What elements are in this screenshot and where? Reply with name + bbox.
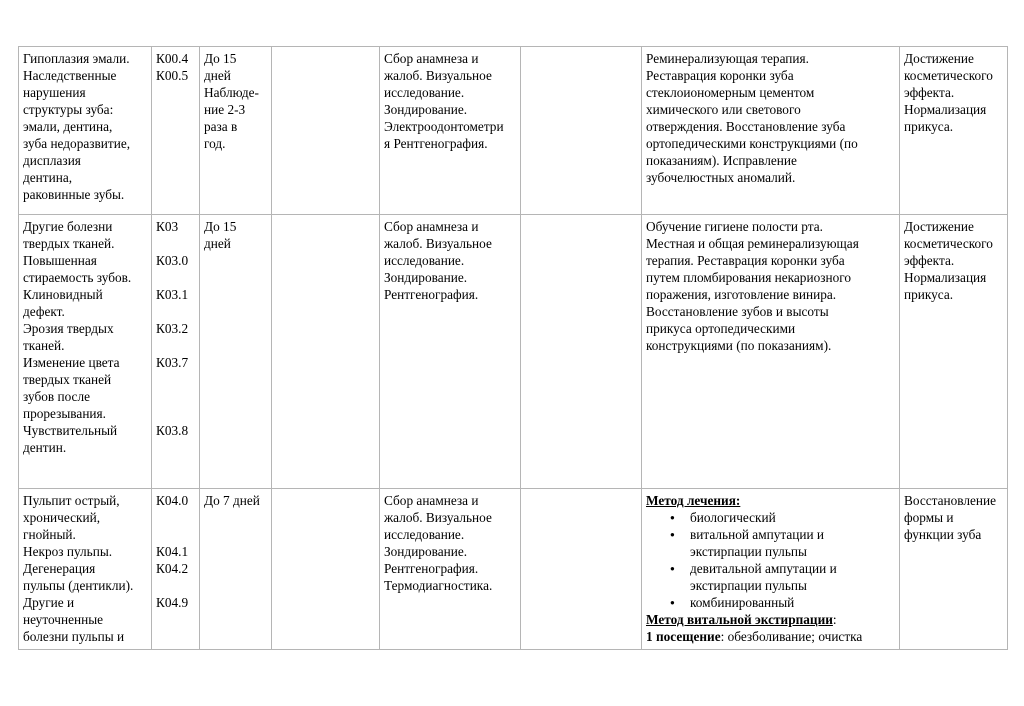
text-line: год. xyxy=(204,136,226,151)
text-line: Зондирование. xyxy=(384,270,468,285)
visit-text: : обезболивание; очистка xyxy=(720,629,863,644)
result-cell xyxy=(900,489,1008,650)
icd-code: К04.9 xyxy=(156,595,189,610)
icd-code xyxy=(156,269,195,286)
text-line: Гипоплазия эмали. xyxy=(23,51,130,66)
icd-code: К03.0 xyxy=(156,253,189,268)
text-line: формы и xyxy=(904,510,954,525)
text-line: зубочелюстных аномалий. xyxy=(646,170,796,185)
text-line: зуба недоразвитие, xyxy=(23,136,131,151)
text-line: стираемость зубов. xyxy=(23,270,132,285)
text-line: раковинные зубы. xyxy=(23,187,125,202)
text-line: Эрозия твердых xyxy=(23,321,114,336)
text-line: жалоб. Визуальное xyxy=(384,68,492,83)
icd-code-cell xyxy=(152,489,200,650)
empty-cell xyxy=(272,215,380,489)
vital-method-line xyxy=(646,611,895,628)
icd-code: К04.1 xyxy=(156,544,189,559)
text-line: Сбор анамнеза и xyxy=(384,219,479,234)
text-line: конструкциями (по показаниям). xyxy=(646,338,832,353)
icd-code xyxy=(156,577,195,594)
vital-method-colon: : xyxy=(832,612,837,627)
list-item xyxy=(690,560,895,594)
treatment-methods-list xyxy=(646,509,895,611)
icd-code xyxy=(156,303,195,320)
icd-code xyxy=(156,235,195,252)
table-row xyxy=(19,489,1008,650)
text-line: Некроз пульпы. xyxy=(23,544,113,559)
treatment-cell xyxy=(642,47,900,215)
text-line: химического или светового xyxy=(646,102,801,117)
text-line: Наследственные xyxy=(23,68,117,83)
icd-code: К03.2 xyxy=(156,321,189,336)
text-line: хронический, xyxy=(23,510,101,525)
list-item xyxy=(690,594,895,611)
icd-code xyxy=(156,388,195,405)
list-item-text: экстирпации пульпы xyxy=(690,578,807,593)
list-item-text: экстирпации пульпы xyxy=(690,544,807,559)
list-item-text: комбинированный xyxy=(690,595,795,610)
text-line: Рентгенография. xyxy=(384,561,479,576)
text-line: прикуса. xyxy=(904,119,954,134)
icd-code xyxy=(156,509,195,526)
text-line: болезни пульпы и xyxy=(23,629,125,644)
icd-code xyxy=(156,337,195,354)
table-row xyxy=(19,47,1008,215)
result-cell xyxy=(900,215,1008,489)
diagnostics-cell xyxy=(380,489,521,650)
text-line: дентина, xyxy=(23,170,73,185)
text-line: жалоб. Визуальное xyxy=(384,510,492,525)
list-item xyxy=(690,509,895,526)
text-line: ортопедическими конструкциями (по xyxy=(646,136,858,151)
icd-code: К03 xyxy=(156,219,179,234)
text-line: отверждения. Восстановление зуба xyxy=(646,119,846,134)
text-line: Достижение xyxy=(904,219,974,234)
icd-code: К03.1 xyxy=(156,287,189,302)
icd-code-cell xyxy=(152,215,200,489)
text-line: Другие болезни xyxy=(23,219,113,234)
text-line: дней xyxy=(204,68,231,83)
disease-cell xyxy=(19,215,152,489)
text-line: Достижение xyxy=(904,51,974,66)
treatment-cell xyxy=(642,489,900,650)
text-line: жалоб. Визуальное xyxy=(384,236,492,251)
text-line: Нормализация xyxy=(904,270,987,285)
text-line: дней xyxy=(204,236,231,251)
icd-code: К04.0 xyxy=(156,493,189,508)
icd-code xyxy=(156,405,195,422)
diagnostics-cell xyxy=(380,215,521,489)
text-line: Изменение цвета xyxy=(23,355,120,370)
text-line: Местная и общая реминерализующая xyxy=(646,236,859,251)
text-line: Наблюде- xyxy=(204,85,259,100)
text-line: зубов после xyxy=(23,389,90,404)
icd-code: К04.2 xyxy=(156,561,189,576)
text-line: прикуса ортопедическими xyxy=(646,321,796,336)
text-line: Зондирование. xyxy=(384,544,468,559)
text-line: Пульпит острый, xyxy=(23,493,120,508)
text-line: косметического xyxy=(904,236,993,251)
text-line: эмали, дентина, xyxy=(23,119,113,134)
text-line: Рентгенография. xyxy=(384,287,479,302)
text-line: Восстановление xyxy=(904,493,997,508)
text-line: Сбор анамнеза и xyxy=(384,51,479,66)
text-line: ние 2-3 xyxy=(204,102,246,117)
text-line: гнойный. xyxy=(23,527,76,542)
icd-code-cell xyxy=(152,47,200,215)
text-line: Повышенная xyxy=(23,253,97,268)
text-line: прорезывания. xyxy=(23,406,106,421)
text-line: Электроодонтометри xyxy=(384,119,504,134)
text-line: Чувствительный xyxy=(23,423,118,438)
treatment-method-heading: Метод лечения: xyxy=(646,493,741,508)
text-line: пульпы (дентикли). xyxy=(23,578,134,593)
visit-line xyxy=(646,628,895,645)
result-cell xyxy=(900,47,1008,215)
text-line: раза в xyxy=(204,119,238,134)
text-line: Реминерализующая терапия. xyxy=(646,51,809,66)
text-line: неуточненные xyxy=(23,612,104,627)
icd-code: К03.8 xyxy=(156,423,189,438)
empty-cell xyxy=(272,47,380,215)
icd-code xyxy=(156,526,195,543)
text-line: До 15 xyxy=(204,51,237,66)
empty-cell xyxy=(521,47,642,215)
list-item-text: девитальной ампутации и xyxy=(690,561,837,576)
text-line: дефект. xyxy=(23,304,65,319)
list-item-text: витальной ампутации и xyxy=(690,527,825,542)
text-line: эффекта. xyxy=(904,253,955,268)
text-line: прикуса. xyxy=(904,287,954,302)
text-line: До 7 дней xyxy=(204,493,260,508)
empty-cell xyxy=(521,215,642,489)
duration-cell xyxy=(200,215,272,489)
text-line: твердых тканей. xyxy=(23,236,115,251)
icd-code: К00.5 xyxy=(156,68,189,83)
empty-cell xyxy=(521,489,642,650)
text-line: Клиновидный xyxy=(23,287,103,302)
text-line: путем пломбирования некариозного xyxy=(646,270,852,285)
text-line: Реставрация коронки зуба xyxy=(646,68,794,83)
icd-code: К00.4 xyxy=(156,51,189,66)
text-line: поражения, изготовление винира. xyxy=(646,287,837,302)
text-line: структуры зуба: xyxy=(23,102,114,117)
text-line: косметического xyxy=(904,68,993,83)
icd-code: К03.7 xyxy=(156,355,189,370)
list-item xyxy=(690,526,895,560)
empty-cell xyxy=(272,489,380,650)
text-line: эффекта. xyxy=(904,85,955,100)
text-line: нарушения xyxy=(23,85,86,100)
duration-cell xyxy=(200,489,272,650)
text-line: Дегенерация xyxy=(23,561,96,576)
table-row xyxy=(19,215,1008,489)
text-line: терапия. Реставрация коронки зуба xyxy=(646,253,845,268)
text-line: До 15 xyxy=(204,219,237,234)
duration-cell xyxy=(200,47,272,215)
disease-cell xyxy=(19,489,152,650)
visit-label: 1 посещение xyxy=(646,629,721,644)
text-line: Нормализация xyxy=(904,102,987,117)
text-line: исследование. xyxy=(384,527,465,542)
text-line: Восстановление зубов и высоты xyxy=(646,304,829,319)
text-line: я Рентгенография. xyxy=(384,136,488,151)
text-line: Обучение гигиене полости рта. xyxy=(646,219,823,234)
text-line: дисплазия xyxy=(23,153,81,168)
text-line: функции зуба xyxy=(904,527,982,542)
treatment-cell xyxy=(642,215,900,489)
text-line: Термодиагностика. xyxy=(384,578,493,593)
text-line: стеклоиономерным цементом xyxy=(646,85,815,100)
text-line: исследование. xyxy=(384,253,465,268)
disease-cell xyxy=(19,47,152,215)
text-line: Сбор анамнеза и xyxy=(384,493,479,508)
text-line: показаниям). Исправление xyxy=(646,153,797,168)
icd-code xyxy=(156,371,195,388)
text-line: исследование. xyxy=(384,85,465,100)
diagnostics-cell xyxy=(380,47,521,215)
text-line: Зондирование. xyxy=(384,102,468,117)
text-line: твердых тканей xyxy=(23,372,112,387)
text-line: дентин. xyxy=(23,440,67,455)
vital-method-heading: Метод витальной экстирпации xyxy=(646,612,833,627)
list-item-text: биологический xyxy=(690,510,776,525)
text-line: тканей. xyxy=(23,338,65,353)
text-line: Другие и xyxy=(23,595,75,610)
clinical-table xyxy=(18,46,1008,650)
